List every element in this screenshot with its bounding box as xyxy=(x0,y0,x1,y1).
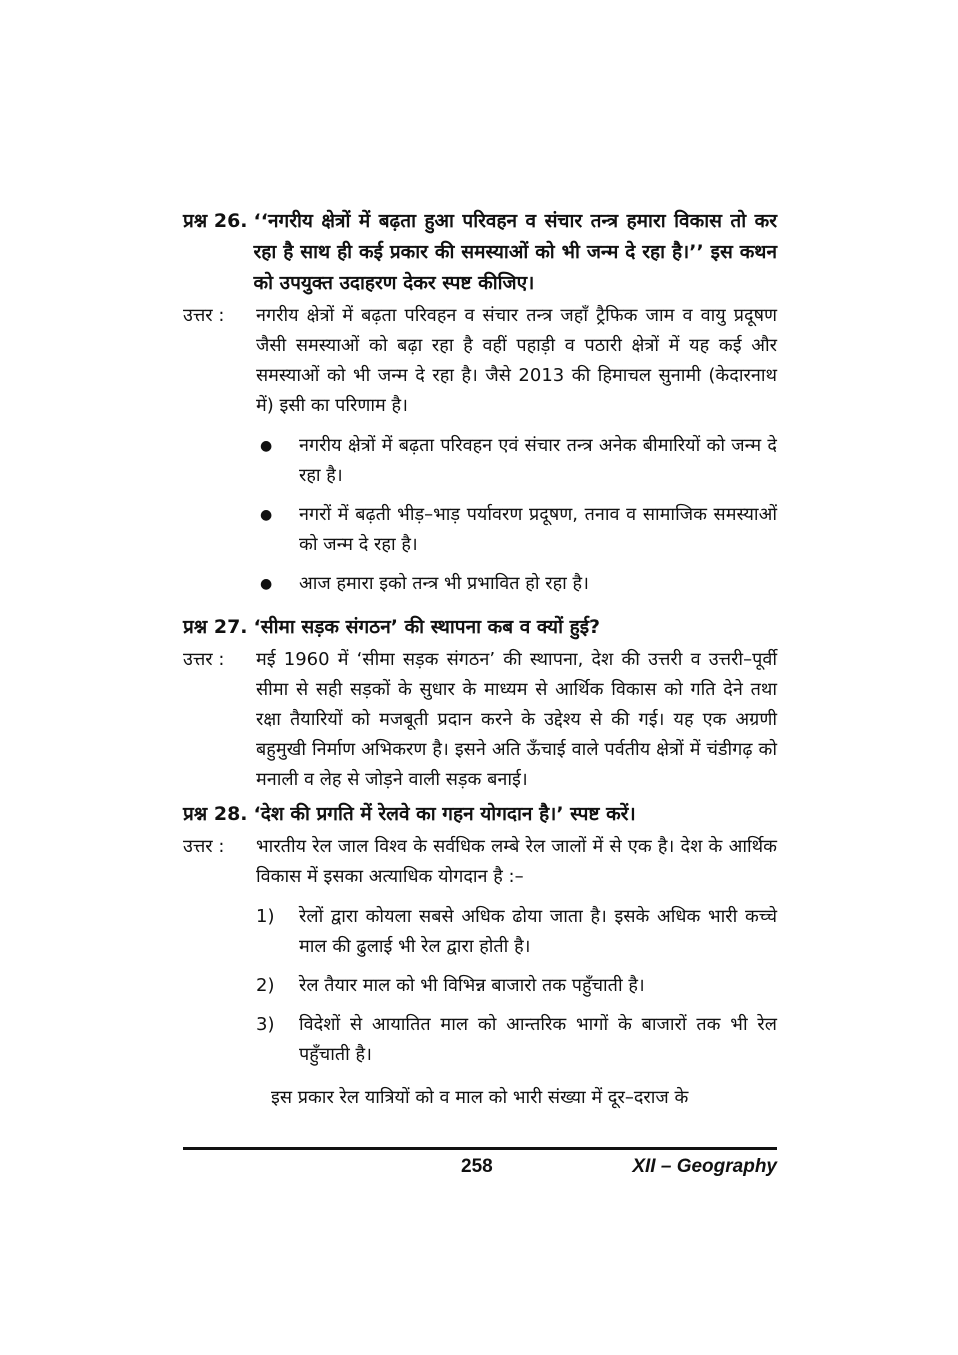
list-item-text: आज हमारा इको तन्त्र भी प्रभावित हो रहा है। xyxy=(299,573,589,594)
answer-label: उत्तर : xyxy=(183,649,225,670)
page-footer xyxy=(183,1152,777,1182)
answer-body xyxy=(256,645,777,795)
answer-label: उत्तर : xyxy=(183,305,225,326)
question-text: ‘‘नगरीय क्षेत्रों में बढ़ता हुआ परिवहन व संचार तन्त्र हमारा विकास तो कर रहा है साथ ही कई प्रकार की समस्याओं को भी जन्म दे रहा है।’’ इस कथन को उपयुक्त उदाहरण देकर स्पष्ट कीजिए। xyxy=(253,210,777,294)
list-item-number: 3) xyxy=(256,1014,275,1035)
list-item xyxy=(256,569,777,599)
list-item xyxy=(256,500,777,560)
list-item-number: 1) xyxy=(256,906,275,927)
question-28 xyxy=(183,799,777,1113)
list-item xyxy=(256,971,777,1001)
answer-block xyxy=(183,832,777,1079)
list-item-text: रेलों द्वारा कोयला सबसे अधिक ढोया जाता है। इसके अधिक भारी कच्चे माल की ढुलाई भी रेल द्वारा होती है। xyxy=(299,906,777,957)
bullet-icon: ● xyxy=(260,507,273,523)
page-number: 258 xyxy=(461,1156,493,1177)
list-item-text: विदेशों से आयातित माल को आन्तरिक भागों के बाजारों तक भी रेल पहुँचाती है। xyxy=(299,1014,777,1065)
list-item xyxy=(256,902,777,962)
question-number: प्रश्न 27. xyxy=(183,616,248,638)
bullet-list xyxy=(256,431,777,599)
bullet-icon: ● xyxy=(260,576,273,592)
question-26 xyxy=(183,206,777,608)
question-text: ‘सीमा सड़क संगठन’ की स्थापना कब व क्यों हुई? xyxy=(253,616,601,638)
list-item xyxy=(256,431,777,491)
answer-block xyxy=(183,301,777,608)
list-item xyxy=(256,1010,777,1070)
answer-body xyxy=(256,832,777,1079)
list-item-number: 2) xyxy=(256,975,275,996)
answer-text: भारतीय रेल जाल विश्व के सर्वधिक लम्बे रेल जालों में से एक है। देश के आर्थिक विकास में इसका अत्याधिक योगदान है :– xyxy=(256,836,777,887)
answer-text: नगरीय क्षेत्रों में बढ़ता परिवहन व संचार तन्त्र जहाँ ट्रैफिक जाम व वायु प्रदूषण जैसी समस्याओं को बढ़ा रहा है वहीं पहाड़ी व पठारी क्षेत्रों में यह कई और समस्याओं को भी जन्म दे रहा है। जैसे 2013 की हिमाचल सुनामी (केदारनाथ में) इसी का परिणाम है। xyxy=(256,305,777,416)
question-heading xyxy=(183,206,777,299)
footer-divider xyxy=(183,1147,777,1150)
question-27 xyxy=(183,612,777,795)
question-number: प्रश्न 26. xyxy=(183,210,248,232)
book-title: XII – Geography xyxy=(632,1156,777,1177)
answer-label: उत्तर : xyxy=(183,836,225,857)
list-item-text: नगरीय क्षेत्रों में बढ़ता परिवहन एवं संचार तन्त्र अनेक बीमारियों को जन्म दे रहा है। xyxy=(299,435,777,486)
answer-text: मई 1960 में ‘सीमा सड़क संगठन’ की स्थापना, देश की उत्तरी व उत्तरी–पूर्वी सीमा से सही सड़कों के सुधार के माध्यम से आर्थिक विकास को गति देने तथा रक्षा तैयारियों को मजबूती प्रदान करने के उद्देश्य से की गई। यह एक अग्रणी बहुमुखी निर्माण अभिकरण है। इसने अति ऊँचाई वाले पर्वतीय क्षेत्रों में चंडीगढ़ को मनाली व लेह से जोड़ने वाली सड़क बनाई। xyxy=(256,649,777,790)
bullet-icon: ● xyxy=(260,438,273,454)
numbered-list xyxy=(256,902,777,1070)
question-heading xyxy=(183,612,777,643)
question-number: प्रश्न 28. xyxy=(183,803,248,825)
list-item-text: रेल तैयार माल को भी विभिन्न बाजारो तक पहुँचाती है। xyxy=(299,975,645,996)
list-item-text: नगरों में बढ़ती भीड़–भाड़ पर्यावरण प्रदूषण, तनाव व सामाजिक समस्याओं को जन्म दे रहा है। xyxy=(299,504,777,555)
question-text: ‘देश की प्रगति में रेलवे का गहन योगदान है।’ स्पष्ट करें। xyxy=(253,803,636,825)
answer-body xyxy=(256,301,777,608)
question-heading xyxy=(183,799,777,830)
continuation-text: इस प्रकार रेल यात्रियों को व माल को भारी संख्या में दूर–दराज के xyxy=(271,1087,689,1108)
page-content xyxy=(183,206,777,1113)
answer-block xyxy=(183,645,777,795)
